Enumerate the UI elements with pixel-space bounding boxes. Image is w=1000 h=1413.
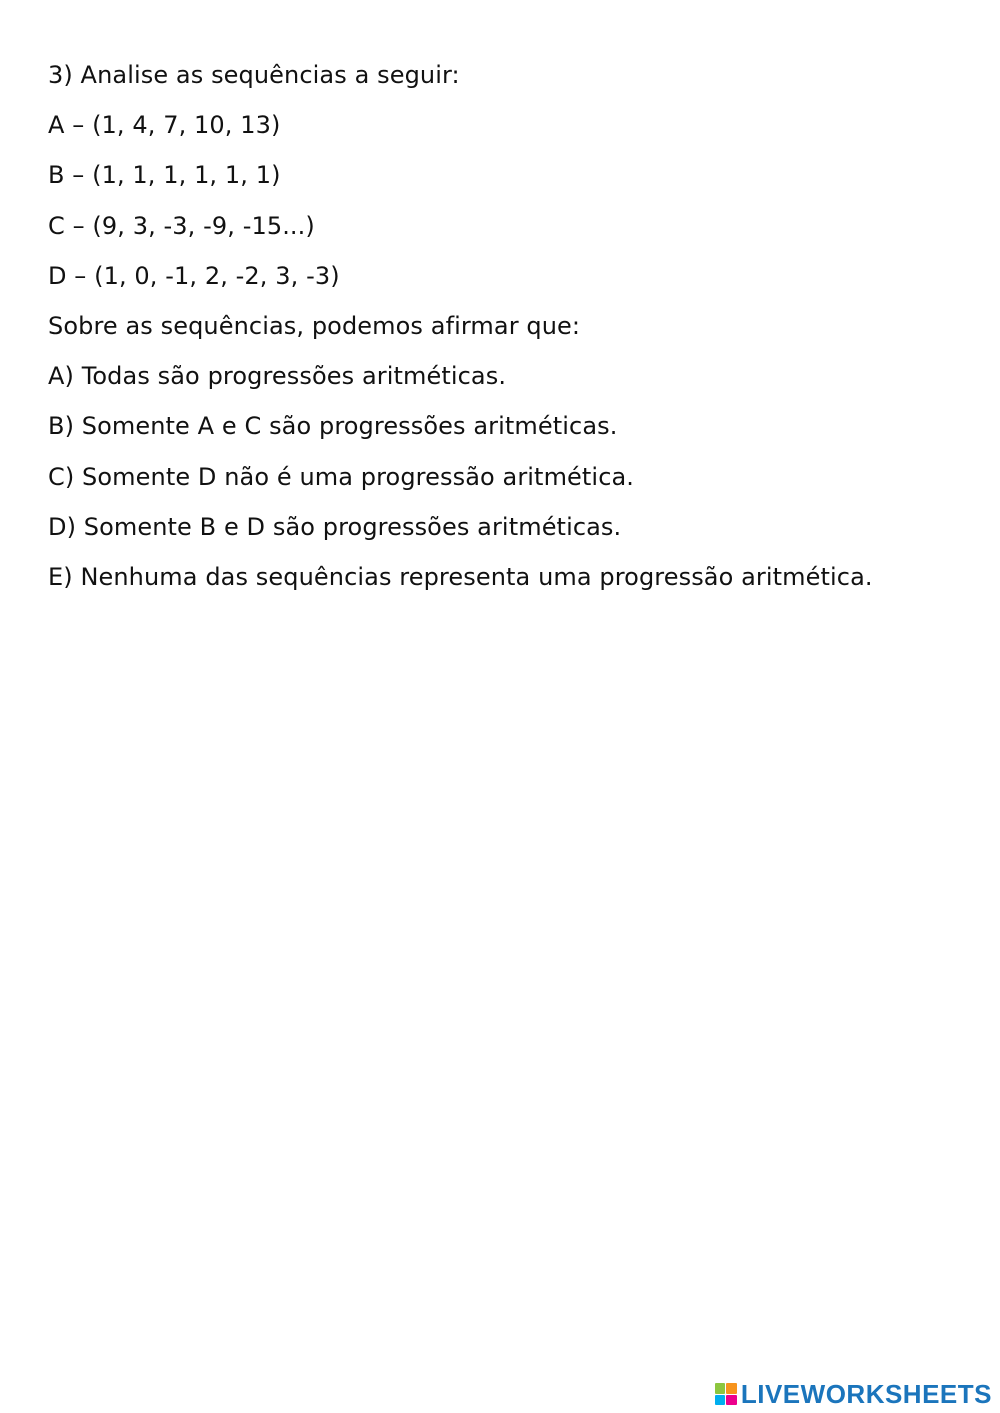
- logo-square: [715, 1383, 726, 1394]
- question-prompt: 3) Analise as sequências a seguir:: [48, 61, 460, 89]
- logo-square: [715, 1395, 726, 1406]
- sequence-b: B – (1, 1, 1, 1, 1, 1): [48, 161, 281, 190]
- option-c: C) Somente D não é uma progressão aritmética.: [48, 462, 635, 491]
- option-a: A) Todas são progressões aritméticas.: [48, 362, 507, 391]
- liveworksheets-logo-icon: [715, 1383, 737, 1405]
- sequence-a: A – (1, 4, 7, 10, 13): [48, 111, 281, 140]
- sequence-d: D – (1, 0, -1, 2, -2, 3, -3): [48, 261, 340, 290]
- logo-square: [726, 1383, 737, 1394]
- sequence-c: C – (9, 3, -3, -9, -15...): [48, 211, 315, 240]
- worksheet-content: [48, 50, 968, 602]
- logo-square: [726, 1395, 737, 1406]
- option-d: D) Somente B e D são progressões aritméticas.: [48, 512, 622, 541]
- question-statement: Sobre as sequências, podemos afirmar que:: [48, 311, 581, 340]
- option-e: E) Nenhuma das sequências representa uma progressão aritmética.: [48, 562, 873, 591]
- option-b: B) Somente A e C são progressões aritméticas.: [48, 412, 618, 441]
- logo-text: LIVEWORKSHEETS: [740, 1378, 992, 1409]
- liveworksheets-logo: [715, 1379, 992, 1409]
